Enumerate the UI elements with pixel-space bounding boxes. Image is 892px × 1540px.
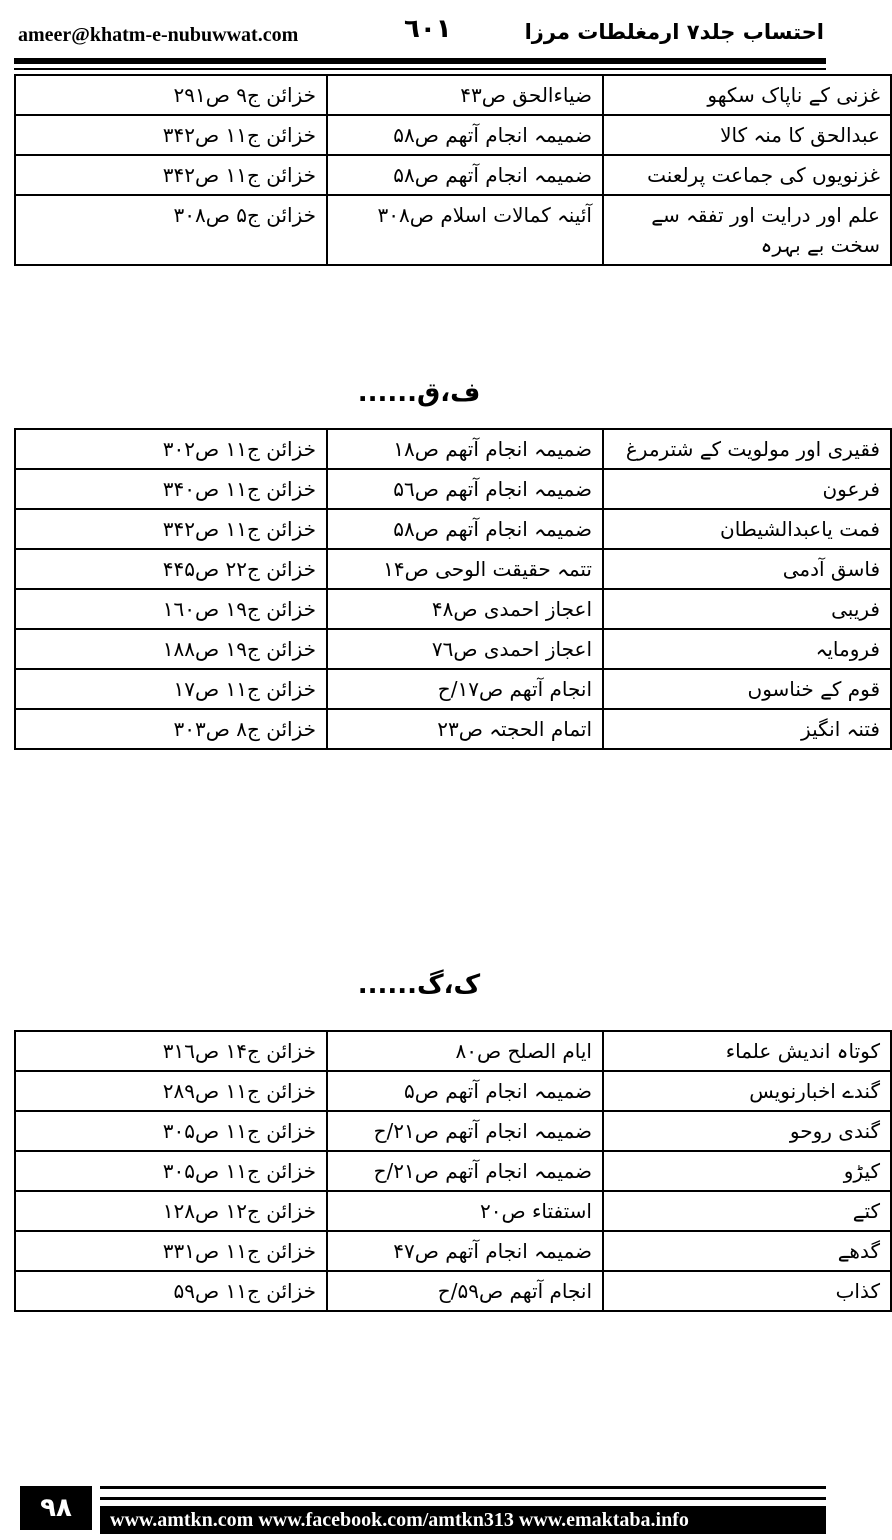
cell-name: غزنی کے ناپاک سکھو: [603, 75, 891, 115]
header-rule-thin: [14, 68, 826, 70]
cell-ref: خزائن ج۱۱ ص۱۷: [15, 669, 327, 709]
table-row: [15, 115, 891, 155]
cell-source: انجام آتھم ص۵۹/ح: [327, 1271, 603, 1311]
cell-ref: خزائن ج۸ ص۳۰۳: [15, 709, 327, 749]
cell-name: فقیری اور مولویت کے شترمرغ: [603, 429, 891, 469]
cell-source: ضمیمہ انجام آتھم ص۱۸: [327, 429, 603, 469]
table-row: [15, 195, 891, 265]
cell-ref: خزائن ج۱۱ ص۳۴۰: [15, 469, 327, 509]
cell-name: عبدالحق کا منہ کالا: [603, 115, 891, 155]
cell-ref: خزائن ج۱۹ ص۱٦۰: [15, 589, 327, 629]
table-row: [15, 709, 891, 749]
cell-source: آئینہ کمالات اسلام ص۳۰۸: [327, 195, 603, 265]
cell-ref: خزائن ج۱۲ ص۱۲۸: [15, 1191, 327, 1231]
cell-name: کتے: [603, 1191, 891, 1231]
cell-ref: خزائن ج۱۱ ص۳۰۵: [15, 1151, 327, 1191]
table-row: [15, 1191, 891, 1231]
cell-ref: خزائن ج۵ ص۳۰۸: [15, 195, 327, 265]
section-heading-kaf-gaf: ک،گ......: [357, 970, 481, 1000]
footer-rule: [100, 1486, 826, 1500]
footer-urls: www.amtkn.com www.facebook.com/amtkn313 www.emaktaba.info: [110, 1509, 689, 1531]
header-email: ameer@khatm-e-nubuwwat.com: [18, 24, 299, 46]
cell-source: اتمام الحجتہ ص۲۳: [327, 709, 603, 749]
cell-name: فمت یاعبدالشیطان: [603, 509, 891, 549]
cell-name: کذاب: [603, 1271, 891, 1311]
page-header: [12, 10, 828, 52]
cell-name: فریبی: [603, 589, 891, 629]
table-row: [15, 1031, 891, 1071]
cell-name: گدھے: [603, 1231, 891, 1271]
header-title: احتساب جلد۷ ارمغلطات مرزا: [524, 20, 824, 44]
table-row: [15, 429, 891, 469]
cell-name: قوم کے خناسوں: [603, 669, 891, 709]
cell-name: فرومایہ: [603, 629, 891, 669]
cell-source: ضمیمہ انجام آتھم ص۵٦: [327, 469, 603, 509]
cell-ref: خزائن ج۱۴ ص۳۱٦: [15, 1031, 327, 1071]
table-row: [15, 1151, 891, 1191]
cell-source: ضمیمہ انجام آتھم ص۵۸: [327, 115, 603, 155]
table-section-1: [14, 74, 892, 266]
cell-name: فاسق آدمی: [603, 549, 891, 589]
cell-source: ضمیمہ انجام آتھم ص۵۸: [327, 509, 603, 549]
table-row: [15, 629, 891, 669]
cell-ref: خزائن ج۱۱ ص۳۰۲: [15, 429, 327, 469]
table-row: [15, 1111, 891, 1151]
cell-ref: خزائن ج۱۱ ص۳۴۲: [15, 115, 327, 155]
table-section-3: [14, 1030, 892, 1312]
cell-name: کیڑو: [603, 1151, 891, 1191]
cell-source: ایام الصلح ص۸۰: [327, 1031, 603, 1071]
cell-ref: خزائن ج۱۱ ص۵۹: [15, 1271, 327, 1311]
table-row: [15, 75, 891, 115]
cell-name: علم اور درایت اور تفقہ سے سخت بے بہرہ: [603, 195, 891, 265]
cell-name: کوتاہ اندیش علماء: [603, 1031, 891, 1071]
table-row: [15, 1271, 891, 1311]
cell-source: ضمیمہ انجام آتھم ص۴۷: [327, 1231, 603, 1271]
table-row: [15, 155, 891, 195]
cell-ref: خزائن ج۱۱ ص۳۳۱: [15, 1231, 327, 1271]
cell-source: ضمیمہ انجام آتھم ص۵: [327, 1071, 603, 1111]
cell-ref: خزائن ج۱۱ ص۳۴۲: [15, 155, 327, 195]
header-rule-thick: [14, 58, 826, 64]
cell-ref: خزائن ج۱۱ ص۲۸۹: [15, 1071, 327, 1111]
cell-source: استفتاء ص۲۰: [327, 1191, 603, 1231]
cell-source: ضیاءالحق ص۴۳: [327, 75, 603, 115]
table-row: [15, 1071, 891, 1111]
cell-source: ضمیمہ انجام آتھم ص۲۱/ح: [327, 1111, 603, 1151]
table-row: [15, 469, 891, 509]
cell-ref: خزائن ج۱۱ ص۳۰۵: [15, 1111, 327, 1151]
cell-source: اعجاز احمدی ص۷٦: [327, 629, 603, 669]
table-row: [15, 669, 891, 709]
table-section-2: [14, 428, 892, 750]
cell-ref: خزائن ج۱۹ ص۱۸۸: [15, 629, 327, 669]
cell-ref: خزائن ج۱۱ ص۳۴۲: [15, 509, 327, 549]
cell-source: ضمیمہ انجام آتھم ص۲۱/ح: [327, 1151, 603, 1191]
cell-source: تتمہ حقیقت الوحی ص۱۴: [327, 549, 603, 589]
table-row: [15, 589, 891, 629]
cell-source: ضمیمہ انجام آتھم ص۵۸: [327, 155, 603, 195]
table-row: [15, 509, 891, 549]
cell-source: انجام آتھم ص۱۷/ح: [327, 669, 603, 709]
footer-page-number: ۹۸: [20, 1486, 92, 1530]
cell-ref: خزائن ج۲۲ ص۴۴۵: [15, 549, 327, 589]
cell-name: فرعون: [603, 469, 891, 509]
table-row: [15, 1231, 891, 1271]
cell-name: گندی روحو: [603, 1111, 891, 1151]
cell-name: گندے اخبارنویس: [603, 1071, 891, 1111]
section-heading-fa-qaf: ف،ق......: [357, 378, 481, 408]
table-row: [15, 549, 891, 589]
cell-source: اعجاز احمدی ص۴۸: [327, 589, 603, 629]
header-page-number: ٦٠١: [404, 14, 452, 44]
cell-name: فتنہ انگیز: [603, 709, 891, 749]
cell-ref: خزائن ج۹ ص۲۹۱: [15, 75, 327, 115]
cell-name: غزنویوں کی جماعت پرلعنت: [603, 155, 891, 195]
